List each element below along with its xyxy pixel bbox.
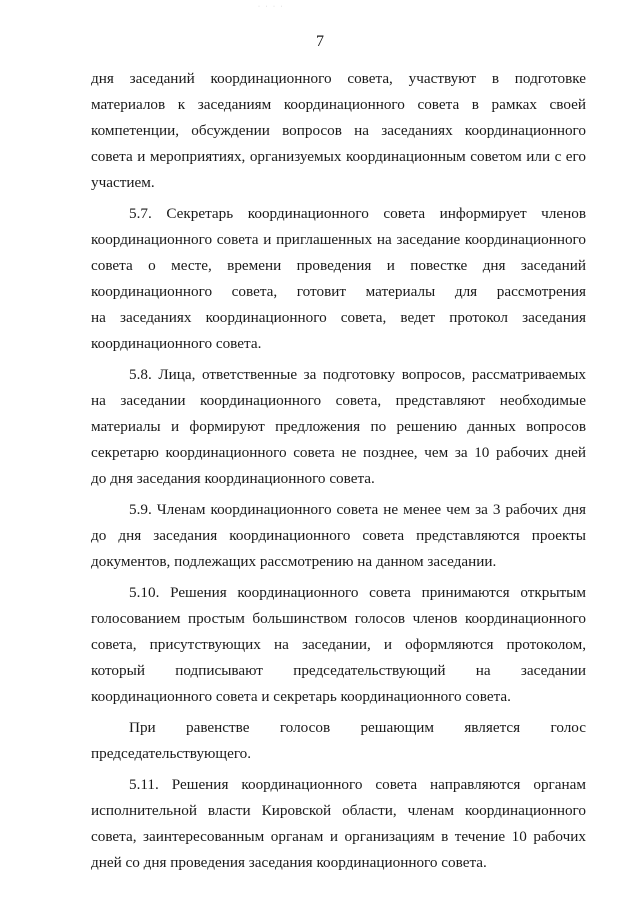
text-line: 5.9. Членам координационного совета не менее чем за 3 рабочих дня bbox=[129, 501, 586, 518]
text-line: который подписывают председательствующий на заседании bbox=[91, 662, 586, 679]
text-line: совета и мероприятиях, организуемых координационным советом или с его bbox=[91, 148, 586, 165]
text-line: документов, подлежащих рассмотрению на данном заседании. bbox=[91, 553, 497, 570]
text-line: При равенстве голосов решающим является голос bbox=[129, 719, 586, 736]
text-line: 5.10. Решения координационного совета принимаются открытым bbox=[129, 584, 586, 601]
text-line: до дня заседания координационного совета представляются проекты bbox=[91, 527, 586, 544]
text-line: совета, присутствующих на заседании, и оформляются протоколом, bbox=[91, 636, 586, 653]
text-line: исполнительной власти Кировской области, членам координационного bbox=[91, 802, 586, 819]
text-line: председательствующего. bbox=[91, 745, 252, 762]
paragraph bbox=[91, 715, 586, 767]
text-line: на заседаниях координационного совета, ведет протокол заседания bbox=[91, 309, 586, 326]
paragraph bbox=[91, 66, 586, 196]
text-line: координационного совета. bbox=[91, 335, 262, 352]
paragraph bbox=[91, 362, 586, 492]
page-number: 7 bbox=[316, 33, 324, 50]
text-line: 5.7. Секретарь координационного совета информирует членов bbox=[129, 205, 586, 222]
text-line: совета о месте, времени проведения и повестке дня заседаний bbox=[91, 257, 586, 274]
text-line: 5.8. Лица, ответственные за подготовку вопросов, рассматриваемых bbox=[129, 366, 586, 383]
body-text bbox=[91, 66, 586, 876]
text-line: до дня заседания координационного совета. bbox=[91, 470, 375, 487]
text-line: материалы и формируют предложения по решению данных вопросов bbox=[91, 418, 586, 435]
text-line: голосованием простым большинством голосов членов координационного bbox=[91, 610, 586, 627]
text-line: координационного совета и секретарь координационного совета. bbox=[91, 688, 511, 705]
scan-artifact: · · · · bbox=[258, 4, 285, 10]
paragraph bbox=[91, 201, 586, 357]
text-line: совета, заинтересованным органам и организациям в течение 10 рабочих bbox=[91, 828, 586, 845]
text-line: секретарю координационного совета не позднее, чем за 10 рабочих дней bbox=[91, 444, 586, 461]
paragraph bbox=[91, 772, 586, 876]
text-line: компетенции, обсуждении вопросов на заседаниях координационного bbox=[91, 122, 586, 139]
text-line: материалов к заседаниям координационного совета в рамках своей bbox=[91, 96, 586, 113]
text-line: 5.11. Решения координационного совета направляются органам bbox=[129, 776, 586, 793]
text-line: дней со дня проведения заседания координационного совета. bbox=[91, 854, 487, 871]
text-line: координационного совета, готовит материалы для рассмотрения bbox=[91, 283, 586, 300]
text-line: дня заседаний координационного совета, участвуют в подготовке bbox=[91, 70, 586, 87]
paragraph bbox=[91, 580, 586, 710]
text-line: на заседании координационного совета, представляют необходимые bbox=[91, 392, 586, 409]
text-line: координационного совета и приглашенных на заседание координационного bbox=[91, 231, 586, 248]
text-line: участием. bbox=[91, 174, 155, 191]
paragraph bbox=[91, 497, 586, 575]
